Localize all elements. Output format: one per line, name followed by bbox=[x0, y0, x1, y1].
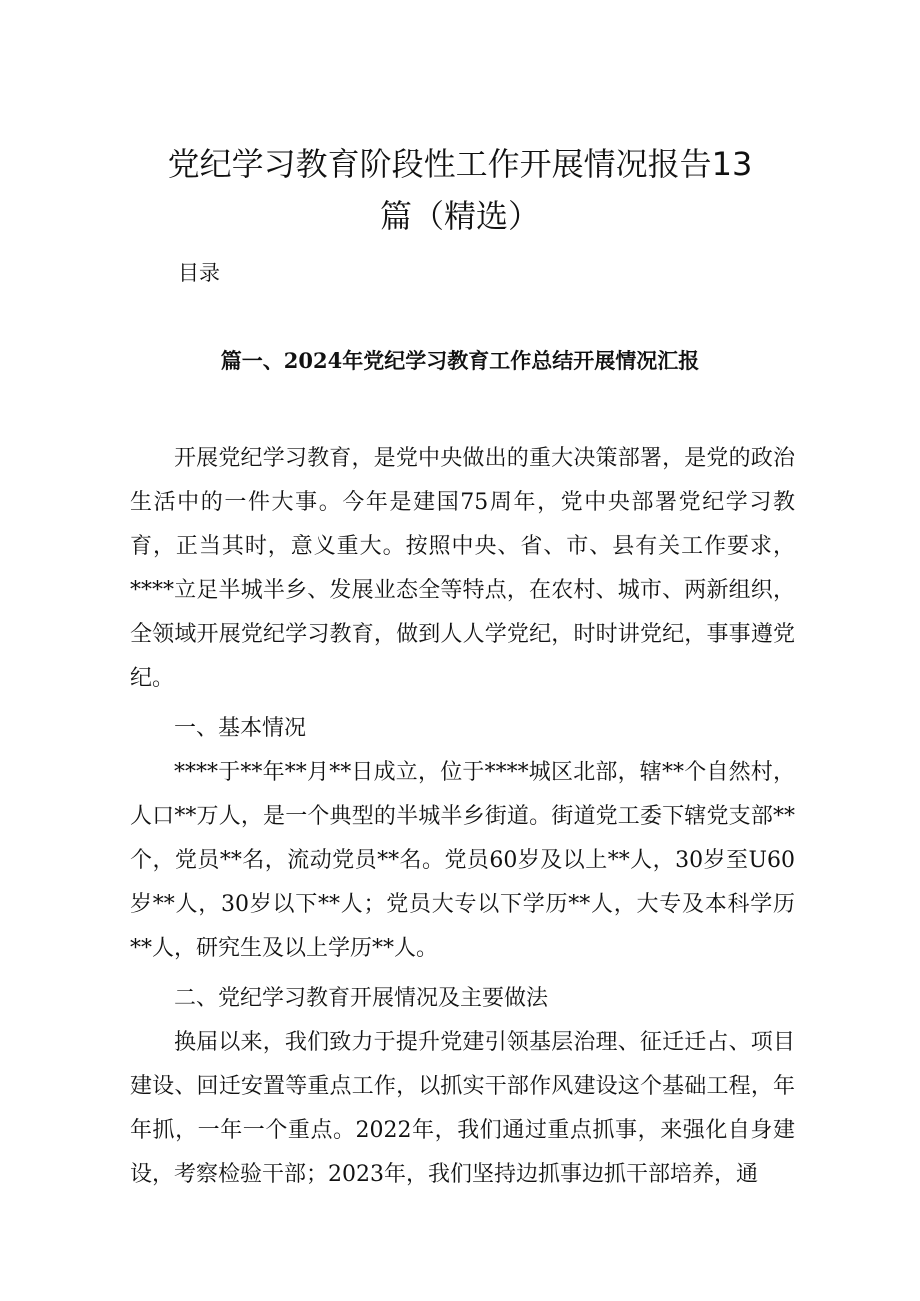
paragraph-intro: 开展党纪学习教育，是党中央做出的重大决策部署，是党的政治生活中的一件大事。今年是建国75周年，党中央部署党纪学习教育，正当其时，意义重大。按照中央、省、市、县有关工作要求，****立足半城半乡、发展业态全等特点，在农村、城市、两新组织，全领域开展党纪学习教育，做到人人学党纪，时时讲党纪，事事遵党纪。 bbox=[130, 446, 795, 691]
document-title bbox=[130, 138, 790, 242]
chapter-heading: 篇一、2024年党纪学习教育工作总结开展情况汇报 bbox=[220, 348, 700, 373]
section-heading-basic-situation: 一、基本情况 bbox=[174, 716, 307, 741]
document-title-line-1: 党纪学习教育阶段性工作开展情况报告13 bbox=[167, 145, 753, 183]
paragraph-basic-situation: ****于**年**月**日成立，位于****城区北部，辖**个自然村，人口**万人，是一个典型的半城半乡街道。街道党工委下辖党支部**个，党员**名，流动党员**名。党员60岁及以上**人，30岁至U60岁**人，30岁以下**人；党员大专以下学历**人，大专及本科学历**人，研究生及以上学历**人。 bbox=[130, 760, 795, 961]
table-of-contents-label: 目录 bbox=[178, 261, 220, 285]
document-body bbox=[130, 437, 795, 1197]
paragraph-practices: 换届以来，我们致力于提升党建引领基层治理、征迁迁占、项目建设、回迁安置等重点工作，以抓实干部作风建设这个基础工程，年年抓，一年一个重点。2022年，我们通过重点抓事，来强化自身建设，考察检验干部；2023年，我们坚持边抓事边抓干部培养，通 bbox=[130, 1030, 795, 1187]
section-heading-practices: 二、党纪学习教育开展情况及主要做法 bbox=[174, 986, 549, 1011]
document-title-line-2: 篇（精选） bbox=[379, 197, 540, 235]
